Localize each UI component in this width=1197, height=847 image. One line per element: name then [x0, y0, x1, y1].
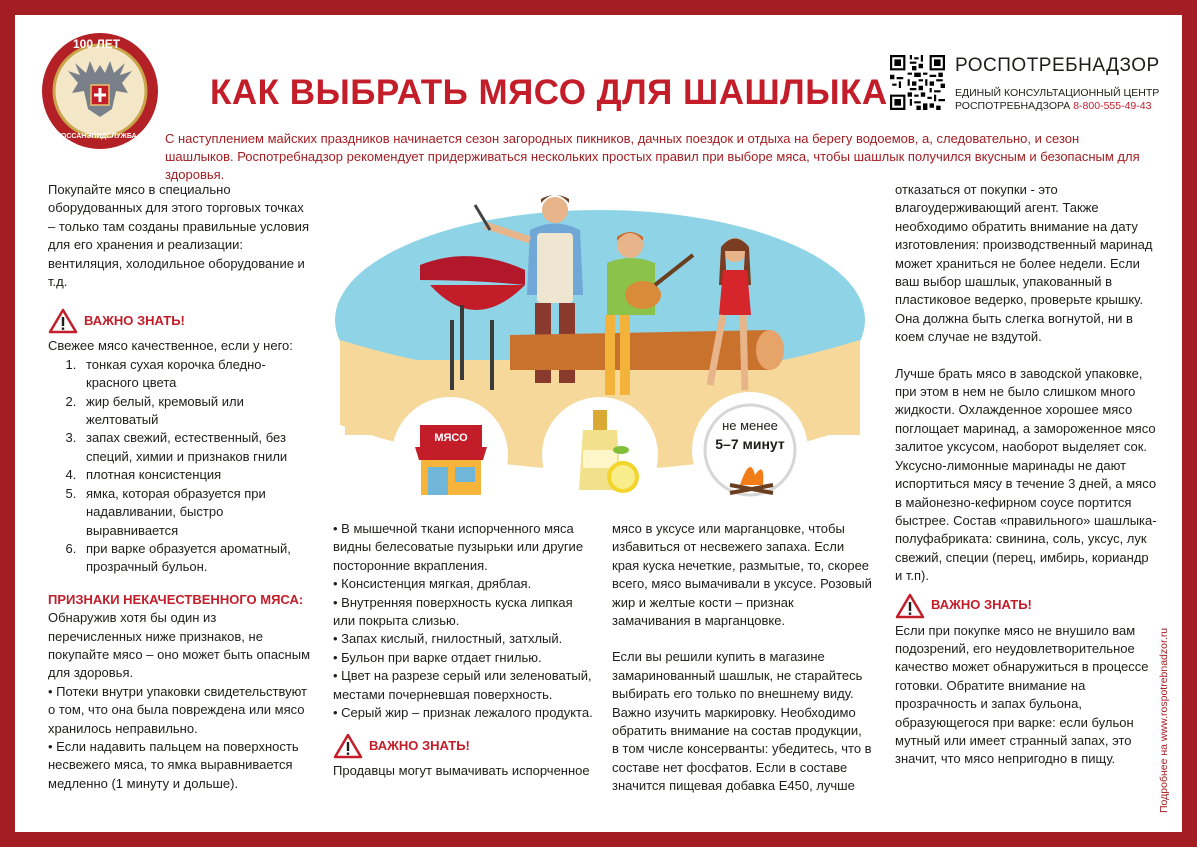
col4-p2: Лучше брать мясо в заводской упаковке, при этом в нем не было слишком много жидкости. Охлажденное хорошее мясо поглощает маринад, а замороженное мясо залитое уксусом, наоборот выделяет сок. Уксусно-лимонные маринады не дают испортиться мясу в течение 3 дней, а мясо в майонезно-кефирном соусе портится быстрее. Состав «правильного» шашлыка-полуфабриката: свинина, соль, уксус, лук свежий, специи (перец, имбирь, кориандр и т.п). [895, 365, 1157, 584]
fresh-sign-6: 6. при варке образуется ароматный, прозрачный бульон. [80, 540, 313, 577]
column-4 [895, 181, 1157, 769]
col2-after: Продавцы могут вымачивать испорченное [333, 763, 590, 779]
page-title: КАК ВЫБРАТЬ МЯСО ДЛЯ ШАШЛЫКА [210, 73, 888, 112]
bad-sign-6: • Запах кислый, гнилостный, затхлый. [333, 631, 563, 647]
fresh-signs-list [48, 356, 313, 577]
org-sub-line2: РОСПОТРЕБНАДЗОРА [955, 100, 1071, 112]
hotline-phone[interactable]: 8-800-555-49-43 [1073, 100, 1152, 112]
warn-heading-1 [48, 305, 313, 337]
col3-p2: Если вы решили купить в магазине замаринованный шашлык, не старайтесь выбирать его только по внешнему виду. Важно изучить маркировку. Необходимо обратить внимание на состав продукции, в том числе консерванты: убедитесь, что в составе нет фосфатов. Если в составе значится пищевая добавка Е450, лучше [612, 649, 872, 794]
fresh-intro: Свежее мясо качественное, если у него: [48, 338, 293, 354]
bad-sign-4: • Консистенция мягкая, дряблая. [333, 576, 532, 592]
vinegar-lemon-icon [542, 397, 658, 513]
logo-top-text: 100 ЛЕТ [73, 37, 121, 51]
warning-triangle-icon [895, 593, 925, 619]
shop-sign-text: МЯСО [434, 432, 468, 444]
qr-code-icon[interactable] [890, 55, 945, 110]
bad-sign-7: • Бульон при варке отдает гнилью. [333, 649, 542, 665]
warning-triangle-icon [333, 733, 363, 759]
warn-label-1: ВАЖНО ЗНАТЬ! [84, 313, 185, 329]
column-1 [48, 181, 313, 793]
warn-label-3: ВАЖНО ЗНАТЬ! [931, 597, 1032, 613]
col3-p1: мясо в уксусе или марганцовке, чтобы избавиться от несвежего запаха. Если края куска нечеткие, размытые, то, скорее всего, мясо вымачивали в уксусе. Розовый жир и желтые кости – признак замачивания в марганцовке. [612, 521, 872, 629]
warn-heading-3 [895, 590, 1157, 622]
fresh-sign-3: 3. запах свежий, естественный, без специй, химии и признаков гнили [80, 429, 313, 466]
website-link[interactable]: Подробнее на www.rospotrebnadzor.ru [1158, 627, 1170, 813]
picnic-illustration [325, 185, 875, 515]
org-name: РОСПОТРЕБНАДЗОР [955, 55, 1160, 76]
fresh-sign-5: 5. ямка, которая образуется при надавливании, быстро выравнивается [80, 485, 313, 540]
timer-clock-icon [692, 392, 808, 508]
warn-label-2: ВАЖНО ЗНАТЬ! [369, 738, 470, 754]
logo-bottom-text: ГОССАНЭПИДСЛУЖБА [57, 133, 137, 140]
fresh-sign-4: 4. плотная консистенция [80, 466, 313, 484]
org-sub-line1: ЕДИНЫЙ КОНСУЛЬТАЦИОННЫЙ ЦЕНТР [955, 87, 1160, 99]
shop-icon [392, 397, 508, 513]
poster [15, 15, 1182, 832]
column-3 [612, 520, 872, 796]
clock-line-1: не менее [722, 418, 778, 433]
fresh-sign-2: 2. жир белый, кремовый или желтоватый [80, 393, 313, 430]
intro-text: С наступлением майских праздников начинается сезон загородных пикников, дачных поездок и отдыха на берегу водоемов, а, следовательно, и сезон шашлыков. Роспотребнадзор рекомендует придерживаться нескольких простых правил при выборе мяса, чтобы шашлык получился вкусным и безопасным для здоровья. [165, 131, 1140, 182]
org-subtitle [955, 87, 1159, 113]
column-2 [333, 520, 593, 781]
clock-line-2: 5–7 минут [715, 436, 785, 452]
bad-meat-heading: ПРИЗНАКИ НЕКАЧЕСТВЕННОГО МЯСА: [48, 591, 304, 607]
warning-triangle-icon [48, 308, 78, 334]
org-block [890, 53, 1170, 133]
col4-p3: Если при покупке мясо не внушило вам подозрений, его неудовлетворительное качество может обнаружиться в процессе готовки. Обратите внимание на прозрачность и запах бульона, образующегося при варке: если бульон мутный или имеет странный запах, это значит, что мясо непригодно в пищу. [895, 622, 1149, 767]
col4-p1: отказаться от покупки - это влагоудерживающий агент. Также необходимо обратить внимание на дату изготовления: производственный маринад может храниться не более недели. Если ваш выбор шашлык, упакованный в пластиковое ведерко, проверьте крышку. Она должна быть слегка вогнутой, ни в коем случае не вздутой. [895, 182, 1153, 345]
col1-p1: Покупайте мясо в специально оборудованных для этого торговых точках – только там созданы правильные условия для его хранения и реализации: вентиляция, холодильное оборудование и т.д. [48, 182, 309, 290]
bad-meat-sign-1: • Потеки внутри упаковки свидетельствуют о том, что она была повреждена или мясо хранилось неправильно. [48, 683, 308, 736]
warn-heading-2 [333, 730, 593, 762]
bad-meat-sign-2: • Если надавить пальцем на поверхность несвежего мяса, то ямка выравнивается медленно (1 минуту и дольше). [48, 738, 299, 791]
fresh-sign-1: 1. тонкая сухая корочка бледно-красного цвета [80, 356, 313, 393]
bad-sign-5: • Внутренняя поверхность куска липкая или покрыта слизью. [333, 594, 573, 629]
bad-meat-intro: Обнаружив хотя бы один из перечисленных ниже признаков, не покупайте мясо – оно может быть опасным для здоровья. [48, 610, 311, 681]
bad-sign-9: • Серый жир – признак лежалого продукта. [333, 705, 593, 721]
bad-sign-3: • В мышечной ткани испорченного мяса видны белесоватые пузырьки или другие посторонние вкрапления. [333, 521, 584, 573]
bad-sign-8: • Цвет на разрезе серый или зеленоватый, местами почерневшая поверхность. [333, 668, 592, 702]
